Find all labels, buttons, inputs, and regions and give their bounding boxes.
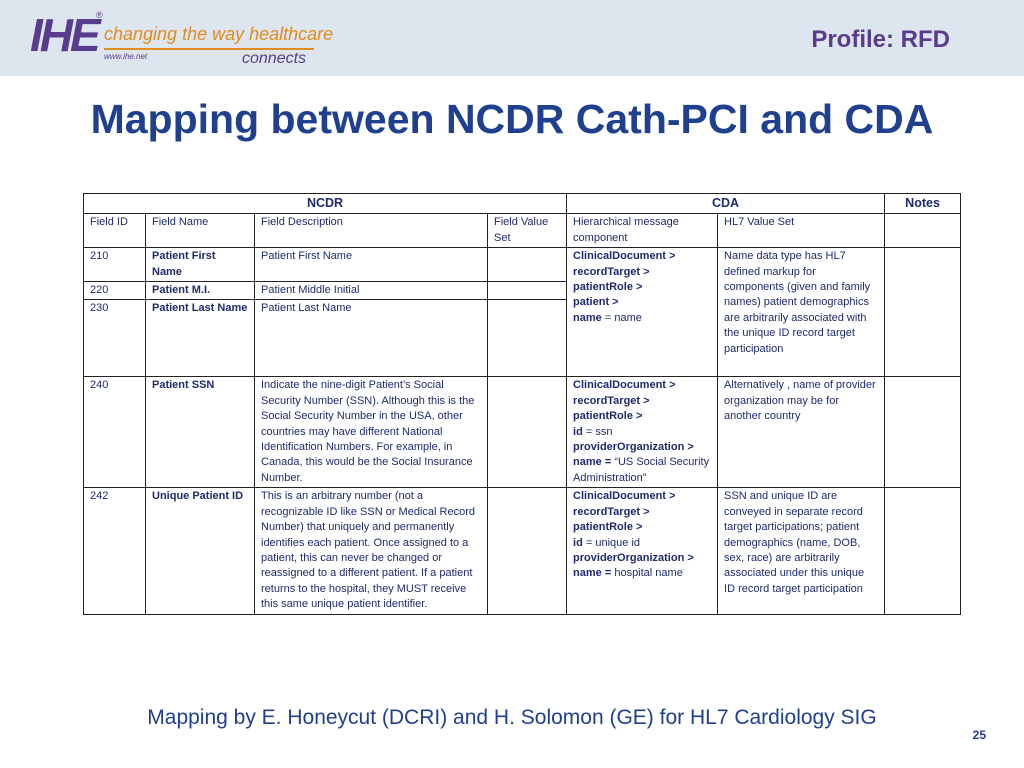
field-id: 240 <box>84 377 146 488</box>
hier-key: name = <box>573 567 615 580</box>
hierarchical-component-ssn <box>567 377 718 488</box>
hier-line <box>573 566 711 581</box>
ihe-logo <box>30 8 334 68</box>
hier-value: = ssn <box>582 425 613 438</box>
hier-line: patientRole > <box>573 521 643 534</box>
field-value-set <box>488 248 567 282</box>
hier-value: hospital name <box>614 567 683 580</box>
hier-value: = unique id <box>582 536 641 549</box>
field-value-set <box>488 282 567 300</box>
table-row-242 <box>84 488 961 614</box>
hl7-value-set-ssn: Alternatively , name of provider organization may be for another country <box>718 377 885 488</box>
field-name: Patient Last Name <box>146 300 255 377</box>
field-description: Indicate the nine-digit Patient’s Social Security Number (SSN). Although this is the Social Security Number in the USA, other countries may have different National Identification Numbers. For example, in Canada, this would be the Social Insurance Number. <box>255 377 488 488</box>
hier-line: recordTarget > <box>573 265 650 278</box>
hier-line <box>573 425 711 440</box>
col-notes <box>885 214 961 248</box>
cda-group-header: CDA <box>567 194 885 214</box>
col-field-name: Field Name <box>146 214 255 248</box>
col-field-value-set: Field Value Set <box>488 214 567 248</box>
registered-mark: ® <box>96 10 103 20</box>
logo-url: www.ihe.net <box>104 52 148 61</box>
notes-cell <box>885 377 961 488</box>
hier-value: = name <box>601 311 642 324</box>
field-description: Patient First Name <box>255 248 488 282</box>
hier-line <box>573 311 711 326</box>
field-name: Patient M.I. <box>146 282 255 300</box>
field-value-set <box>488 377 567 488</box>
hier-line: patientRole > <box>573 281 643 294</box>
hier-key: id <box>573 425 583 438</box>
field-description: Patient Last Name <box>255 300 488 377</box>
field-name: Patient SSN <box>146 377 255 488</box>
notes-cell <box>885 488 961 614</box>
logo-mark: IHE <box>30 9 98 61</box>
hierarchical-component-name <box>567 248 718 377</box>
col-field-id: Field ID <box>84 214 146 248</box>
hier-line: recordTarget > <box>573 394 650 407</box>
table-row-240 <box>84 377 961 488</box>
slide-title: Mapping between NCDR Cath-PCI and CDA <box>90 96 934 142</box>
hier-key: name <box>573 311 602 324</box>
hier-line: ClinicalDocument > <box>573 490 676 503</box>
footer-credit: Mapping by E. Honeycut (DCRI) and H. Solomon (GE) for HL7 Cardiology SIG <box>147 706 877 729</box>
field-id: 210 <box>84 248 146 282</box>
hier-line <box>573 455 711 486</box>
page-number: 25 <box>972 728 986 742</box>
field-description: Patient Middle Initial <box>255 282 488 300</box>
field-name: Patient First Name <box>146 248 255 282</box>
field-value-set <box>488 300 567 377</box>
hier-line: providerOrganization > <box>573 551 694 564</box>
field-id: 220 <box>84 282 146 300</box>
logo-connects: connects <box>242 50 307 67</box>
ncdr-group-header: NCDR <box>84 194 567 214</box>
notes-cell <box>885 248 961 377</box>
mapping-table <box>83 193 961 615</box>
hier-key: id <box>573 536 583 549</box>
group-header-row <box>84 194 961 214</box>
logo-tagline: changing the way healthcare <box>104 24 334 44</box>
hier-line: recordTarget > <box>573 505 650 518</box>
field-value-set <box>488 488 567 614</box>
header-band <box>0 0 1024 76</box>
profile-label: Profile: RFD <box>811 26 950 53</box>
column-header-row <box>84 214 961 248</box>
hl7-value-set-unique-id: SSN and unique ID are conveyed in separate record target participations; patient demographics (name, DOB, sex, race) are arbitrarily associated under this unique ID record target participation <box>718 488 885 614</box>
hier-key: name = <box>573 456 615 469</box>
hier-line: ClinicalDocument > <box>573 379 676 392</box>
field-id: 230 <box>84 300 146 377</box>
hier-line: ClinicalDocument > <box>573 250 676 263</box>
hier-value: “US Social Security Administration” <box>573 456 710 484</box>
field-description: This is an arbitrary number (not a recognizable ID like SSN or Medical Record Number) that uniquely and permanently identifies each patient. Once assigned to a patient, this can never be changed or reassigned to a different patient. If a patient returns to the hospital, they MUST receive this same unique patient identifier. <box>255 488 488 614</box>
hier-line: patient > <box>573 296 619 309</box>
table-row-210 <box>84 248 961 282</box>
hier-line: patientRole > <box>573 410 643 423</box>
col-hl7-value-set: HL7 Value Set <box>718 214 885 248</box>
field-id: 242 <box>84 488 146 614</box>
hier-line <box>573 536 711 551</box>
hl7-value-set-name: Name data type has HL7 defined markup for components (given and family names) patient demographics are arbitrarily associated with the unique ID record target participation <box>718 248 885 377</box>
hier-line: providerOrganization > <box>573 441 694 454</box>
col-hierarchical-component: Hierarchical message component <box>567 214 718 248</box>
hierarchical-component-unique-id <box>567 488 718 614</box>
field-name: Unique Patient ID <box>146 488 255 614</box>
notes-group-header: Notes <box>885 194 961 214</box>
col-field-description: Field Description <box>255 214 488 248</box>
